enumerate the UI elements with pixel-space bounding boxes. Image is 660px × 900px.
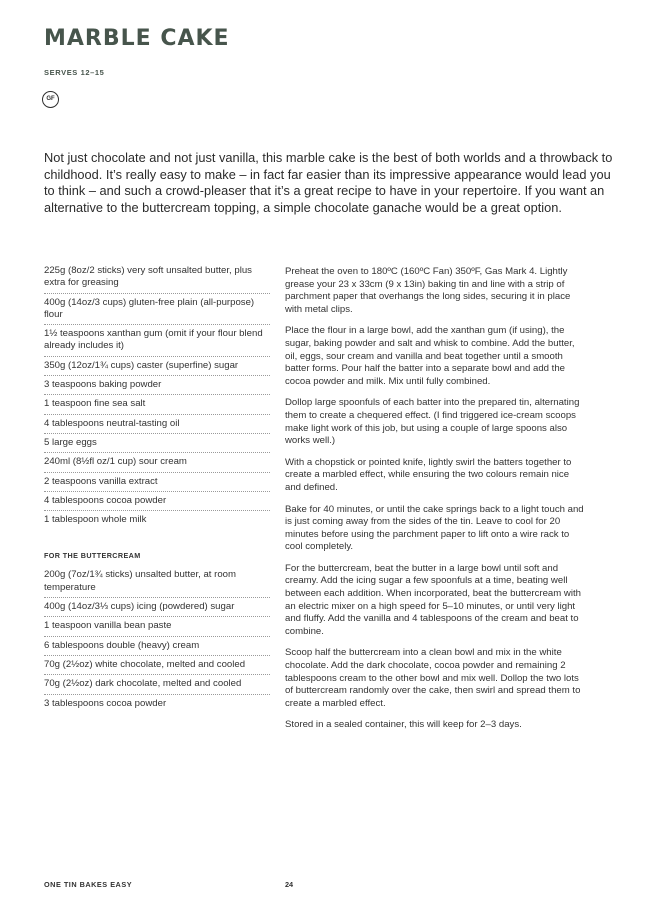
serves-label: SERVES 12–15 [44,68,105,77]
ingredient-item: 4 tablespoons cocoa powder [44,492,270,511]
ingredient-item: 350g (12oz/1¾ cups) caster (superfine) sugar [44,357,270,376]
buttercream-ingredient-item: 70g (2½oz) dark chocolate, melted and cooled [44,675,270,694]
method-step: Stored in a sealed container, this will keep for 2–3 days. [285,719,522,731]
method-step: With a chopstick or pointed knife, lightly swirl the batters together to create a marbled effect, while ensuring the two colours remain nice and defined. [285,456,572,493]
recipe-title: MARBLE CAKE [44,26,230,51]
ingredient-item: 1½ teaspoons xanthan gum (omit if your flour blend already includes it) [44,325,270,357]
ingredient-item: 1 teaspoon fine sea salt [44,395,270,414]
method-steps [285,266,587,741]
ingredient-item: 2 teaspoons vanilla extract [44,473,270,492]
buttercream-ingredient-item: 3 tablespoons cocoa powder [44,697,167,709]
ingredient-item: 240ml (8½fl oz/1 cup) sour cream [44,453,270,472]
ingredient-item: 5 large eggs [44,434,270,453]
method-step: Bake for 40 minutes, or until the cake springs back to a light touch and is just coming away from the sides of the tin. Leave to cool for 20 minutes before using the parchment paper to lift onto a wire rack to cool completely. [285,503,584,553]
method-step: Scoop half the buttercream into a clean bowl and mix in the white chocolate. Add the dark chocolate, cocoa powder and remaining 2 tablespoons cream to the other bowl and mix well. Dollop the two lots of buttercream randomly over the cake, then swirl and spread them to create a marbled effect. [285,647,581,709]
method-step: Preheat the oven to 180ºC (160ºC Fan) 350ºF, Gas Mark 4. Lightly grease your 23 x 33cm (9 x 13in) baking tin and line with a strip of parchment paper that overhangs the long sides, securing it in place with metal clips. [285,266,571,315]
method-step: Place the flour in a large bowl, add the xanthan gum (if using), the sugar, baking powder and salt and whisk to combine. Add the butter, oil, eggs, sour cream and vanilla and beat together until a smooth batter forms. Pour half the batter into a separate bowl and add the cocoa powder and milk. Mix until fully combined. [285,325,575,387]
ingredient-item: 4 tablespoons neutral-tasting oil [44,415,270,434]
buttercream-ingredient-item: 1 teaspoon vanilla bean paste [44,617,270,636]
ingredient-item: 225g (8oz/2 sticks) very soft unsalted butter, plus extra for greasing [44,262,270,294]
ingredients-list [44,262,270,713]
buttercream-ingredient-item: 70g (2½oz) white chocolate, melted and cooled [44,656,270,675]
recipe-intro: Not just chocolate and not just vanilla, this marble cake is the best of both worlds and a throwback to childhood. It’s really easy to make – in fact far easier than its impressive appearance would lead you to think – and such a crowd-pleaser that it’s a great recipe to have in your repertoire. If you want an alternative to the buttercream topping, a simple chocolate ganache would be a great option. [44,150,613,215]
buttercream-ingredient-item: 200g (7oz/1¾ sticks) unsalted butter, at room temperature [44,566,270,598]
method-step: Dollop large spoonfuls of each batter into the prepared tin, alternating them to create a chequered effect. (I find triggered ice-cream scoops make light work of this job, but using a couple of large spoons also works well.) [285,397,580,447]
ingredient-item: 1 tablespoon whole milk [44,514,147,526]
book-title-footer: ONE TIN BAKES EASY [44,880,133,889]
page-number: 24 [285,880,294,889]
buttercream-heading: FOR THE BUTTERCREAM [44,551,141,561]
buttercream-ingredient-item: 400g (14oz/3⅓ cups) icing (powdered) sugar [44,598,270,617]
gluten-free-badge-icon: GF [42,91,59,108]
method-step: For the buttercream, beat the butter in a large bowl until soft and creamy. Add the icing sugar a few spoonfuls at a time, beating well between each addition. When incorporated, beat the buttercream with an electric mixer on a high speed for 5–10 minutes, or until very light and fluffy. Add the vanilla and 4 tablespoons of the cream and beat to combine. [285,562,581,637]
ingredient-item: 3 teaspoons baking powder [44,376,270,395]
ingredient-item: 400g (14oz/3 cups) gluten-free plain (all-purpose) flour [44,294,270,326]
buttercream-ingredient-item: 6 tablespoons double (heavy) cream [44,637,270,656]
